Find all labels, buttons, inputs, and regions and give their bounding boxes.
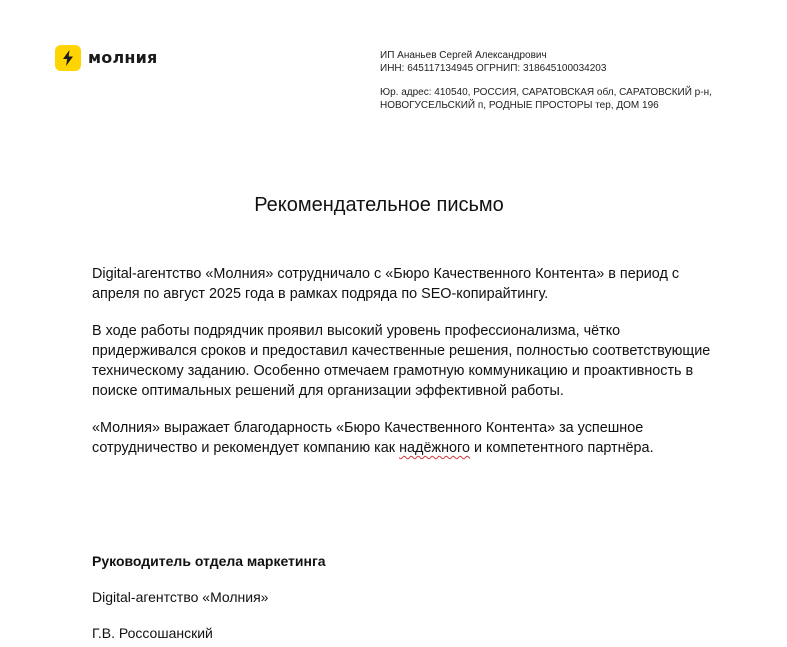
paragraph-gratitude-start: «Молния» выражает благодарность «Бюро Качественного Контента» за успешное сотрудничество и рекомендует компанию как — [92, 419, 644, 457]
letter-body — [92, 264, 712, 474]
spellcheck-flagged-word[interactable]: надёжного — [399, 440, 470, 457]
signer-name: Г.В. Россошанский — [92, 625, 213, 641]
legal-address-line-2: НОВОГУСЕЛЬСКИЙ п, РОДНЫЕ ПРОСТОРЫ тер, ДОМ 196 — [380, 100, 659, 111]
paragraph-gratitude — [92, 418, 712, 459]
lightning-bolt-icon — [55, 45, 81, 71]
signature-block — [92, 551, 592, 643]
company-requisites — [380, 49, 760, 112]
paragraph-cooperation: Digital-агентство «Молния» сотрудничало с «Бюро Качественного Контента» в период с апреля по август 2025 года в рамках подряда по SEO-копирайтингу. — [92, 266, 680, 303]
letter-title: Рекомендательное письмо — [254, 194, 504, 216]
legal-address-line-1: Юр. адрес: 410540, РОССИЯ, САРАТОВСКАЯ обл, САРАТОВСКИЙ р-н, — [380, 87, 712, 98]
paragraph-gratitude-end: и компетентного партнёра. — [469, 440, 654, 457]
signer-company: Digital-агентство «Молния» — [92, 589, 269, 605]
logo-brand-name: молния — [88, 48, 158, 67]
company-logo — [55, 45, 158, 71]
tax-ids: ИНН: 645117134945 ОГРНИП: 318645100034203 — [380, 63, 607, 74]
paragraph-evaluation: В ходе работы подрядчик проявил высокий уровень профессионализма, чётко придерживался сроков и предоставил качественные решения, полностью соответствующие техническому заданию. Особенно отмечаем грамотную коммуникацию и проактивность в поиске оптимальных решений для организации эффективной работы. — [92, 322, 711, 400]
entrepreneur-name: ИП Ананьев Сергей Александрович — [380, 50, 547, 61]
signer-role: Руководитель отдела маркетинга — [92, 553, 326, 569]
